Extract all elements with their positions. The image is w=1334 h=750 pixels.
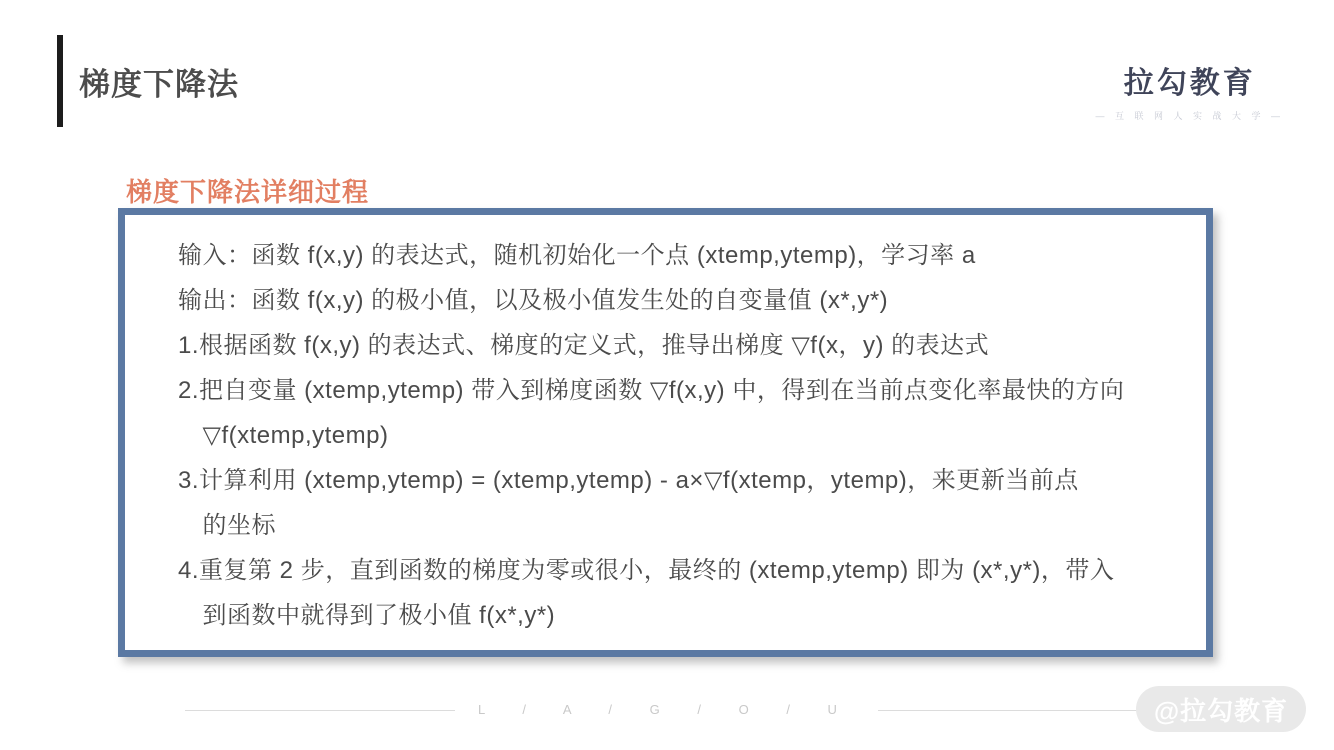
procedure-line: 2.把自变量 (xtemp,ytemp) 带入到梯度函数 ▽f(x,y) 中，得到在当前点变化率最快的方向: [178, 377, 1125, 404]
footer-rule-right: [878, 710, 1146, 711]
procedure-line: 输入：函数 f(x,y) 的表达式，随机初始化一个点 (xtemp,ytemp)，学习率 a: [178, 242, 976, 269]
procedure-box: [118, 208, 1213, 657]
brand-logo-tagline: — 互 联 网 人 实 战 大 学 —: [1095, 111, 1284, 121]
procedure-line: 1.根据函数 f(x,y) 的表达式、梯度的定义式，推导出梯度 ▽f(x，y) 的表达式: [178, 332, 990, 359]
procedure-line: ▽f(xtemp,ytemp): [178, 422, 389, 449]
footer-lagou-letters: L / A / G / O / U: [478, 702, 854, 717]
brand-logo-text: 拉勾教育: [1123, 67, 1256, 100]
procedure-line: 的坐标: [178, 512, 276, 539]
procedure-line: 4.重复第 2 步，直到函数的梯度为零或很小，最终的 (xtemp,ytemp) 即为 (x*,y*)，带入: [178, 557, 1115, 584]
title-accent-bar: [57, 35, 63, 127]
page-title: 梯度下降法: [79, 66, 239, 102]
procedure-line: 到函数中就得到了极小值 f(x*,y*): [178, 602, 556, 629]
footer-rule-left: [185, 710, 455, 711]
slide-header: [57, 35, 239, 127]
procedure-line: 输出：函数 f(x,y) 的极小值，以及极小值发生处的自变量值 (x*,y*): [178, 287, 889, 314]
section-heading: 梯度下降法详细过程: [126, 177, 370, 207]
procedure-lines: [178, 233, 1186, 638]
procedure-line: 3.计算利用 (xtemp,ytemp) = (xtemp,ytemp) - a×▽f(xtemp，ytemp)，来更新当前点: [178, 467, 1079, 494]
watermark-badge: @拉勾教育: [1136, 686, 1306, 732]
brand-logo: [1095, 58, 1284, 122]
